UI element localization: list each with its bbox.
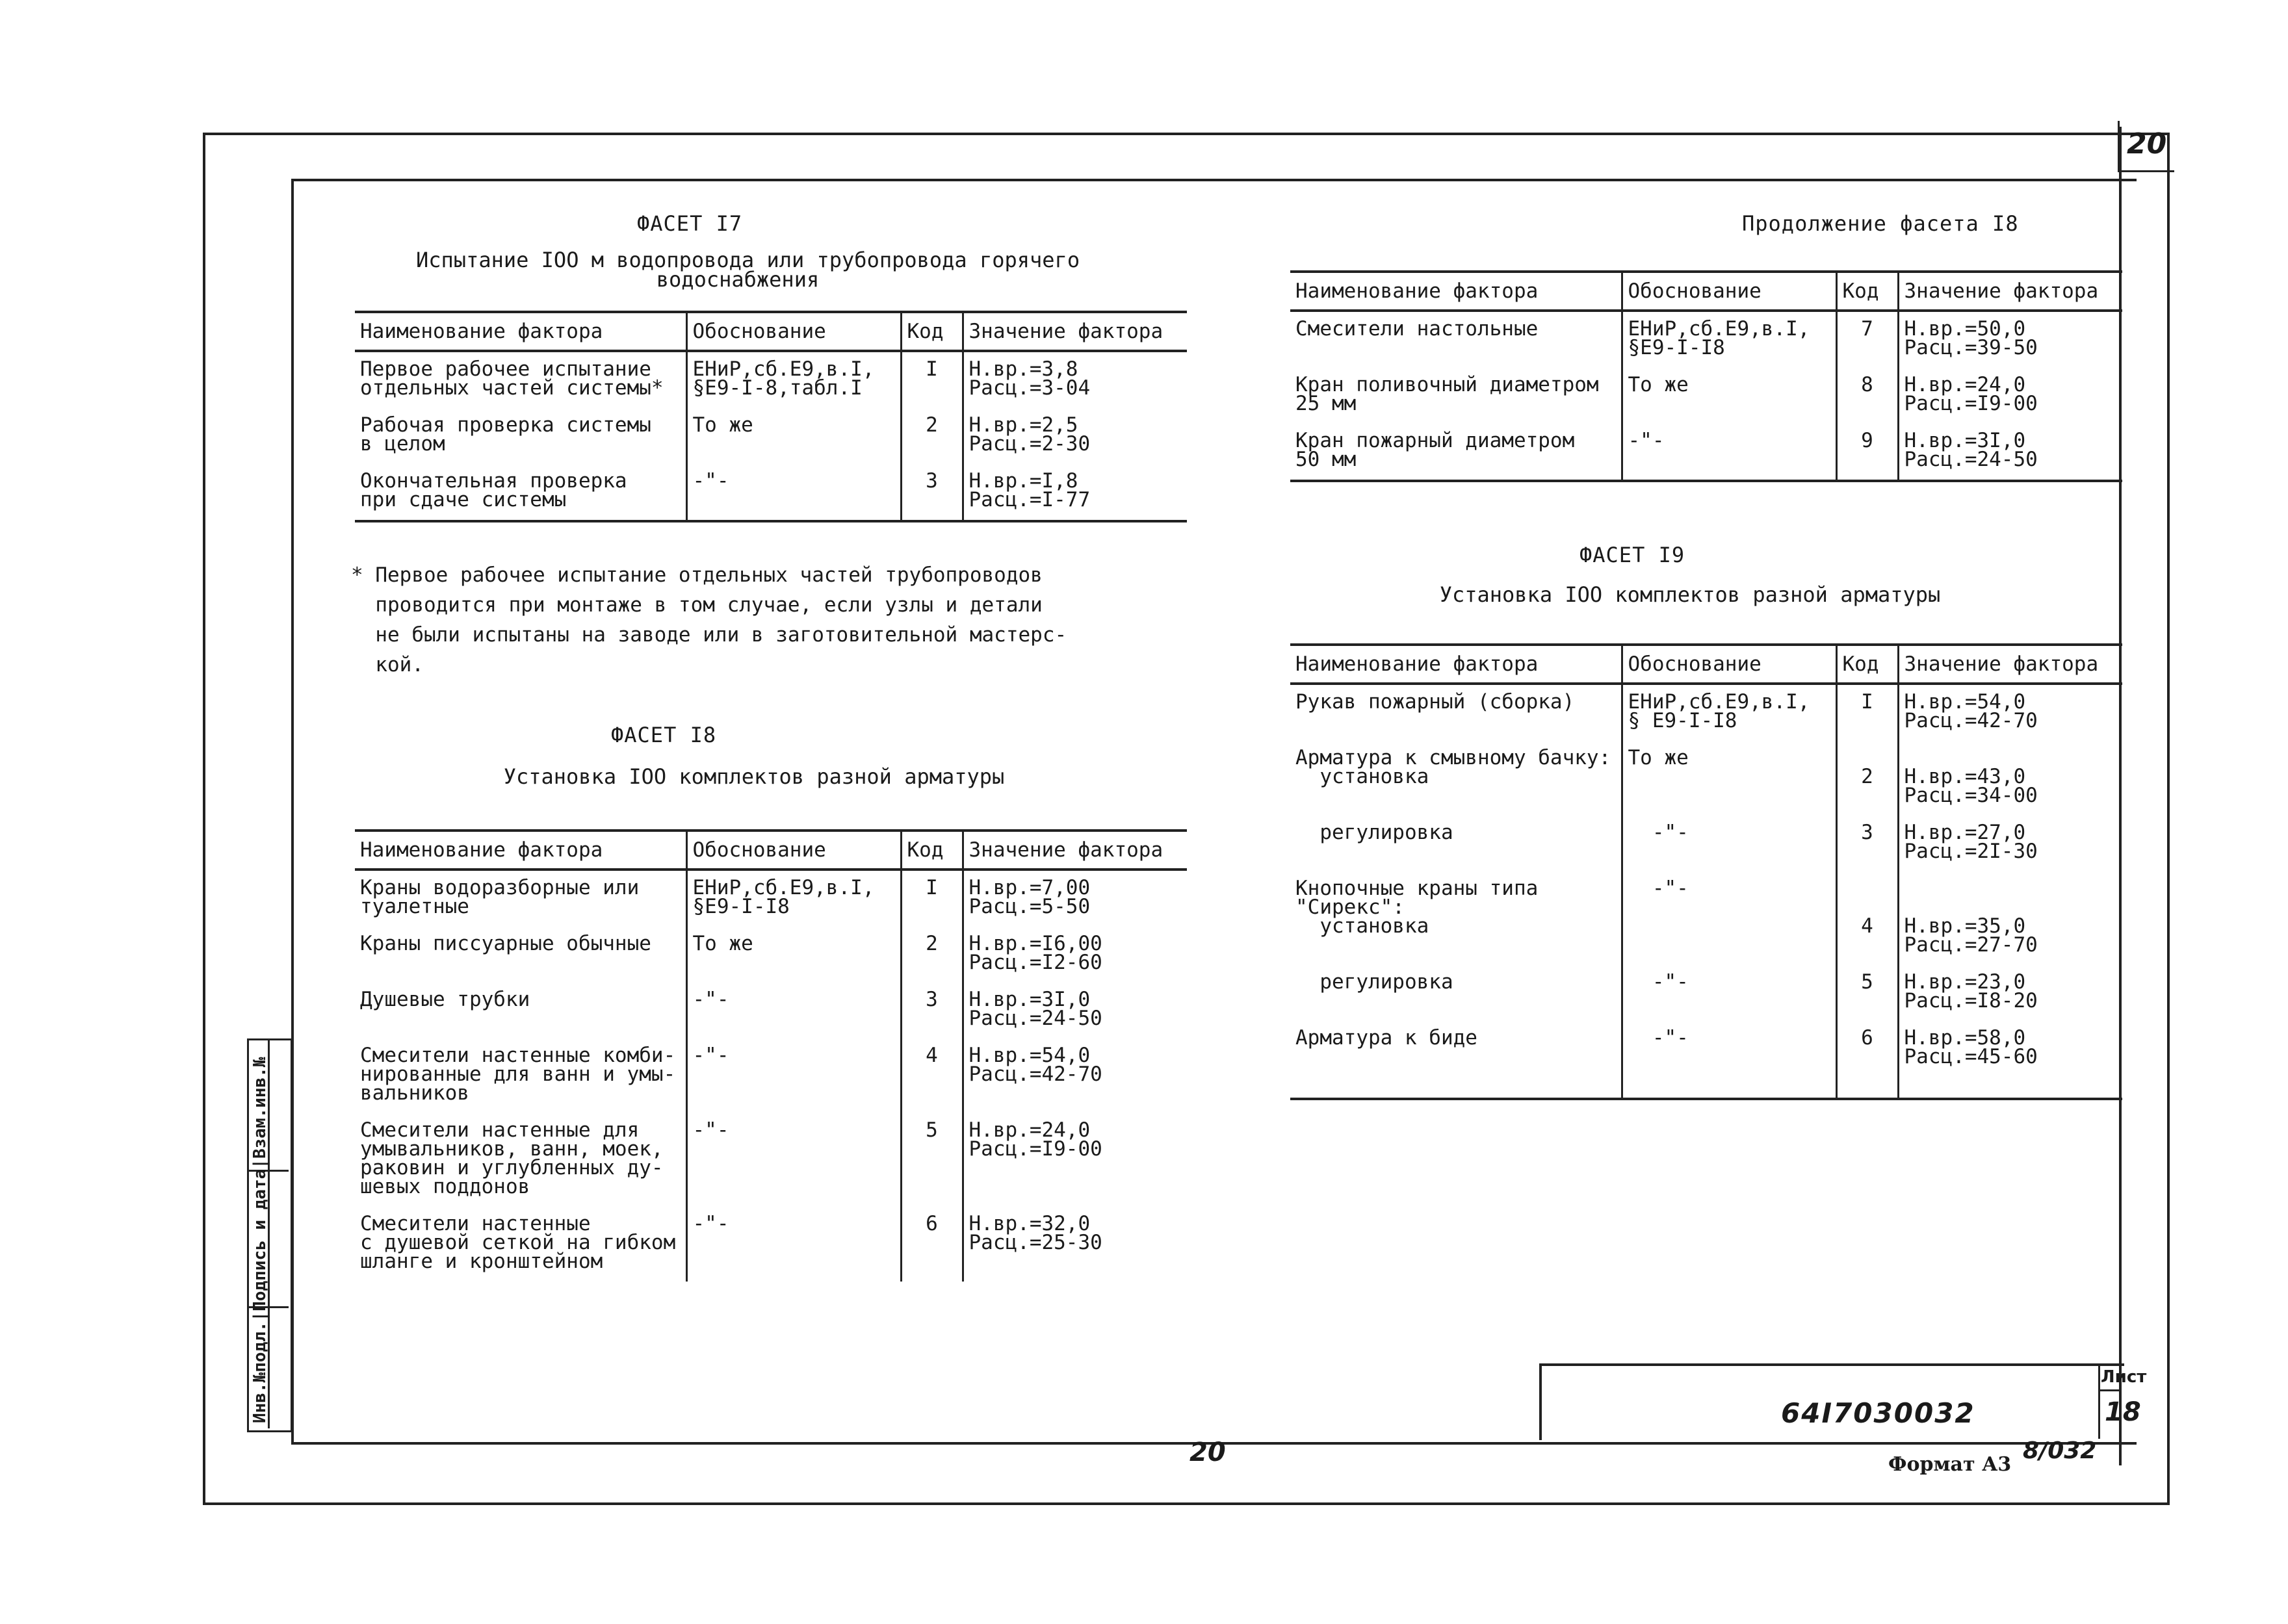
table-row <box>1290 816 2122 871</box>
code: 4 <box>901 1038 963 1113</box>
factor-value: Н.вр.=54,0 Расц.=42-70 <box>968 1044 1102 1086</box>
factor-name: Рабочая проверка системы в целом <box>355 408 686 464</box>
sheet-cell-divider-h <box>2098 1389 2122 1391</box>
table-row <box>355 464 1187 521</box>
code: 5 <box>1836 965 1898 1021</box>
factor-name: Смесители настенные комби- нированные для ванн и умы- вальников <box>355 1038 686 1113</box>
col-header: Код <box>1836 272 1898 311</box>
col-header: Наименование фактора <box>1290 272 1622 311</box>
factor-name: Смесители настенные с душевой сеткой на гибком шланге и кронштейном <box>355 1207 686 1282</box>
col-header: Наименование фактора <box>1290 645 1622 684</box>
factor-value: Н.вр.=3I,0 Расц.=24-50 <box>968 988 1102 1030</box>
code: I <box>1836 684 1898 741</box>
factor-value: Н.вр.=24,0 Расц.=I9-00 <box>1904 373 2038 415</box>
col-header: Код <box>1836 645 1898 684</box>
basis: -"- <box>686 983 901 1038</box>
facet18-table <box>355 829 1187 1282</box>
factor-name: регулировка <box>1290 816 1622 871</box>
corner-number: 20 <box>2127 127 2167 161</box>
factor-name: Окончательная проверка при сдаче системы <box>355 464 686 521</box>
factor-name: Краны водоразборные или туалетные <box>355 870 686 927</box>
factor-value: Н.вр.=7,00 Расц.=5-50 <box>968 876 1091 918</box>
factor-value: Н.вр.=54,0 Расц.=42-70 <box>1904 690 2038 732</box>
facet17-subtitle: Испытание IOO м водопровода или трубопровода горячего водоснабжения <box>416 248 1080 292</box>
table-row <box>355 870 1187 927</box>
bottom-page-number: 20 <box>1190 1437 1226 1467</box>
basis: -"- <box>1622 1021 1836 1099</box>
table-row <box>355 1038 1187 1113</box>
col-header: Обоснование <box>686 312 901 351</box>
sheet-cell-divider-v <box>2098 1363 2100 1439</box>
factor-value: Н.вр.=2,5 Расц.=2-30 <box>968 413 1091 456</box>
table-row <box>355 927 1187 983</box>
basis: ЕНиР,сб.Е9,в.I, §Е9-I-I8 <box>686 870 901 927</box>
code: 2 <box>901 408 963 464</box>
factor-name: регулировка <box>1290 965 1622 1021</box>
col-header: Наименование фактора <box>355 312 686 351</box>
code: 2 <box>901 927 963 983</box>
factor-name: Смесители настенные для умывальников, ванн, моек, раковин и углубленных ду- шевых поддонов <box>355 1113 686 1207</box>
facet18-subtitle: Установка IOO комплектов разной арматуры <box>503 764 1005 789</box>
factor-name: Первое рабочее испытание отдельных частей системы* <box>355 351 686 408</box>
factor-value: Н.вр.=23,0 Расц.=I8-20 <box>1904 970 2038 1012</box>
basis: -"- <box>686 1113 901 1207</box>
col-header: Значение фактора <box>1898 272 2122 311</box>
table-row <box>355 408 1187 464</box>
basis: -"- <box>686 1038 901 1113</box>
basis: -"- <box>1622 424 1836 481</box>
table-row <box>1290 684 2122 741</box>
factor-name: Арматура к биде <box>1290 1021 1622 1099</box>
factor-name: Арматура к смывному бачку: установка <box>1290 741 1622 816</box>
factor-name: Кнопочные краны типа "Сирекс": установка <box>1290 871 1622 965</box>
facet19-table <box>1290 643 2122 1100</box>
factor-value: Н.вр.=58,0 Расц.=45-60 <box>1898 1021 2122 1099</box>
col-header: Обоснование <box>1622 645 1836 684</box>
facet17-table <box>355 311 1187 522</box>
col-header: Значение фактора <box>963 831 1187 870</box>
code: 6 <box>901 1207 963 1282</box>
code: 3 <box>1836 816 1898 871</box>
factor-value: Н.вр.=27,0 Расц.=2I-30 <box>1904 821 2038 863</box>
factor-value: Н.вр.=32,0 Расц.=25-30 <box>968 1212 1102 1254</box>
facet18-cont-title: Продолжение фасета I8 <box>1742 211 2019 236</box>
basis: -"- <box>1622 816 1836 871</box>
table-row <box>355 1113 1187 1207</box>
factor-value: Н.вр.=35,0 Расц.=27-70 <box>1904 914 2038 957</box>
sheet-label: Лист <box>2101 1367 2147 1387</box>
code: 3 <box>901 464 963 521</box>
code: 6 <box>1836 1021 1898 1099</box>
factor-name: Душевые трубки <box>355 983 686 1038</box>
facet19-title: ФАСЕТ I9 <box>1580 543 1685 567</box>
code: 5 <box>901 1113 963 1207</box>
facet18-title: ФАСЕТ I8 <box>611 723 717 747</box>
table-row <box>355 351 1187 408</box>
factor-value: Н.вр.=43,0 Расц.=34-00 <box>1904 765 2038 807</box>
table-row <box>1290 871 2122 965</box>
factor-name: Кран поливочный диаметром 25 мм <box>1290 368 1622 424</box>
basis: То же <box>1622 741 1836 816</box>
col-header: Наименование фактора <box>355 831 686 870</box>
sheet-number: 18 <box>2105 1397 2141 1427</box>
table-row <box>1290 368 2122 424</box>
table-row <box>1290 424 2122 481</box>
format-label: Формат А3 <box>1888 1453 2012 1476</box>
facet17-title: ФАСЕТ I7 <box>637 211 743 236</box>
code: 7 <box>1836 311 1898 368</box>
basis: -"- <box>686 464 901 521</box>
col-header: Код <box>901 831 963 870</box>
col-header: Обоснование <box>1622 272 1836 311</box>
table-row <box>1290 741 2122 816</box>
col-header: Обоснование <box>686 831 901 870</box>
basis: То же <box>686 927 901 983</box>
basis: То же <box>1622 368 1836 424</box>
table-row <box>1290 311 2122 368</box>
basis: ЕНиР,сб.Е9,в.I, §Е9-I-I8 <box>1622 311 1836 368</box>
col-header: Значение фактора <box>1898 645 2122 684</box>
table-row <box>1290 965 2122 1021</box>
factor-value: Н.вр.=50,0 Расц.=39-50 <box>1904 317 2038 359</box>
sidebar-label: Инв.№подл.|Подпись и дата|Взам.инв.№ <box>250 1057 270 1423</box>
factor-value: Н.вр.=I6,00 Расц.=I2-60 <box>968 932 1102 974</box>
code: I <box>901 351 963 408</box>
table-row <box>355 983 1187 1038</box>
code: 9 <box>1836 424 1898 481</box>
facet17-footnote: * Первое рабочее испытание отдельных частей трубопроводов проводится при монтаже в том случае, если узлы и детали не были испытаны на заводе или в заготовительной мастерс- кой. <box>351 563 1067 677</box>
facet19-subtitle: Установка IOO комплектов разной арматуры <box>1439 582 1941 607</box>
table-row <box>1290 1021 2122 1099</box>
factor-value: Н.вр.=24,0 Расц.=I9-00 <box>968 1118 1102 1161</box>
code: 4 <box>1836 871 1898 965</box>
factor-name: Кран пожарный диаметром 50 мм <box>1290 424 1622 481</box>
factor-name: Рукав пожарный (сборка) <box>1290 684 1622 741</box>
code: 2 <box>1836 741 1898 816</box>
table-row <box>355 1207 1187 1282</box>
doc-number: 64I7030032 <box>1781 1397 1975 1429</box>
factor-name: Краны писсуарные обычные <box>355 927 686 983</box>
factor-name: Смесители настольные <box>1290 311 1622 368</box>
basis: -"- <box>1622 871 1836 965</box>
basis: -"- <box>1622 965 1836 1021</box>
factor-value: Н.вр.=3,8 Расц.=3-04 <box>968 357 1091 400</box>
col-header: Значение фактора <box>963 312 1187 351</box>
code: I <box>901 870 963 927</box>
factor-value: Н.вр.=3I,0 Расц.=24-50 <box>1898 424 2122 481</box>
basis: То же <box>686 408 901 464</box>
basis: ЕНиР,сб.Е9,в.I, §Е9-I-8,табл.I <box>686 351 901 408</box>
basis: -"- <box>686 1207 901 1282</box>
code: 8 <box>1836 368 1898 424</box>
bottom-code: 8/032 <box>2023 1437 2097 1464</box>
col-header: Код <box>901 312 963 351</box>
factor-value: Н.вр.=I,8 Расц.=I-77 <box>963 464 1187 521</box>
basis: ЕНиР,сб.Е9,в.I, § Е9-I-I8 <box>1622 684 1836 741</box>
facet18-cont-table <box>1290 270 2122 482</box>
code: 3 <box>901 983 963 1038</box>
